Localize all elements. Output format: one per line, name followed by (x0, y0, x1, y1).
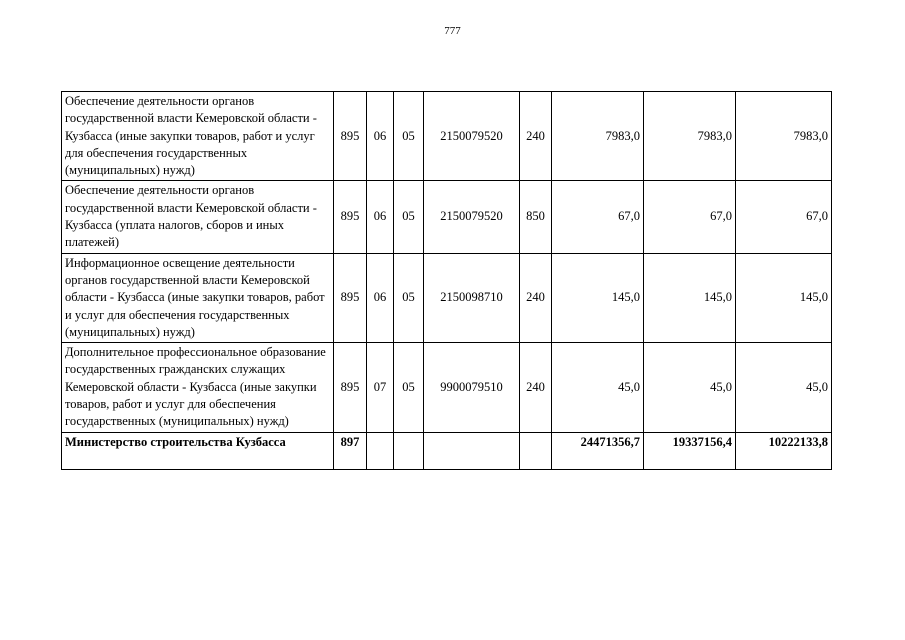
subsection-code: 05 (394, 253, 424, 342)
target-article-code: 2150079520 (424, 92, 520, 181)
section-code (367, 432, 394, 469)
expense-name: Обеспечение деятельности органов государственной власти Кемеровской области - Кузбасса (уплата налогов, сборов и иных платежей) (62, 181, 334, 253)
subsection-code: 05 (394, 92, 424, 181)
subsection-code: 05 (394, 181, 424, 253)
amount-year-2: 45,0 (644, 343, 736, 432)
amount-year-1: 67,0 (552, 181, 644, 253)
amount-year-2: 7983,0 (644, 92, 736, 181)
ministry-code: 895 (334, 253, 367, 342)
total-amount-year-3: 10222133,8 (736, 432, 832, 469)
target-article-code: 2150079520 (424, 181, 520, 253)
expense-type-code (520, 432, 552, 469)
amount-year-2: 67,0 (644, 181, 736, 253)
page-number: 777 (444, 25, 461, 37)
target-article-code: 2150098710 (424, 253, 520, 342)
total-amount-year-1: 24471356,7 (552, 432, 644, 469)
expense-name: Обеспечение деятельности органов государственной власти Кемеровской области - Кузбасса (иные закупки товаров, работ и услуг для обеспечения государственных (муниципальных) нужд) (62, 92, 334, 181)
target-article-code (424, 432, 520, 469)
amount-year-3: 7983,0 (736, 92, 832, 181)
expense-type-code: 850 (520, 181, 552, 253)
amount-year-1: 145,0 (552, 253, 644, 342)
ministry-name: Министерство строительства Кузбасса (62, 432, 334, 469)
subsection-code (394, 432, 424, 469)
expense-name: Дополнительное профессиональное образование государственных гражданских служащих Кемеровской области - Кузбасса (иные закупки товаров, работ и услуг для обеспечения государственных (муниципальных) нужд) (62, 343, 334, 432)
target-article-code: 9900079510 (424, 343, 520, 432)
expense-type-code: 240 (520, 92, 552, 181)
table-row (62, 343, 832, 432)
section-code: 06 (367, 92, 394, 181)
subsection-code: 05 (394, 343, 424, 432)
section-code: 07 (367, 343, 394, 432)
ministry-code: 895 (334, 181, 367, 253)
budget-table (61, 91, 832, 470)
ministry-code: 895 (334, 343, 367, 432)
total-amount-year-2: 19337156,4 (644, 432, 736, 469)
expense-type-code: 240 (520, 253, 552, 342)
ministry-total-row (62, 432, 832, 469)
ministry-code: 895 (334, 92, 367, 181)
amount-year-1: 7983,0 (552, 92, 644, 181)
expense-name: Информационное освещение деятельности органов государственной власти Кемеровской области - Кузбасса (иные закупки товаров, работ и услуг для обеспечения государственных (муниципальных) нужд) (62, 253, 334, 342)
amount-year-3: 45,0 (736, 343, 832, 432)
amount-year-3: 67,0 (736, 181, 832, 253)
table-row (62, 253, 832, 342)
section-code: 06 (367, 253, 394, 342)
amount-year-3: 145,0 (736, 253, 832, 342)
expense-type-code: 240 (520, 343, 552, 432)
amount-year-1: 45,0 (552, 343, 644, 432)
amount-year-2: 145,0 (644, 253, 736, 342)
ministry-code: 897 (334, 432, 367, 469)
table-row (62, 181, 832, 253)
section-code: 06 (367, 181, 394, 253)
table-row (62, 92, 832, 181)
